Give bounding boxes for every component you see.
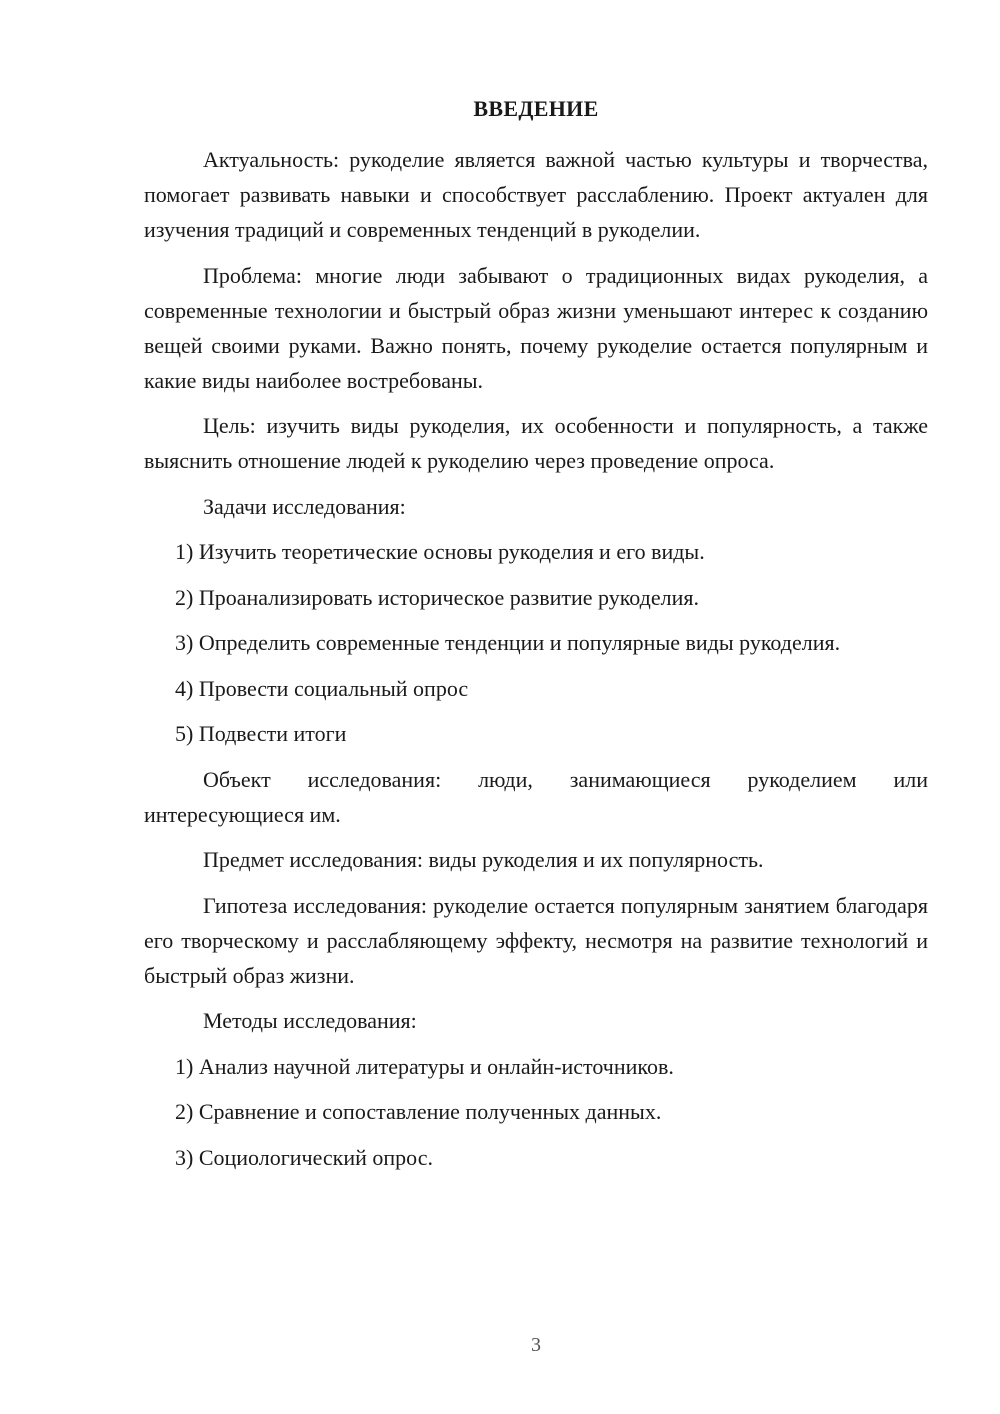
task-item: 3) Определить современные тенденции и популярные виды рукоделия. [175,630,841,655]
document-body [144,142,928,1175]
method-item: 2) Сравнение и сопоставление полученных данных. [175,1099,662,1124]
paragraph-goal: Цель: изучить виды рукоделия, их особенности и популярность, а также выяснить отношение людей к рукоделию через проведение опроса. [144,413,928,473]
task-item: 4) Провести социальный опрос [175,675,469,701]
paragraph-subject: Предмет исследования: виды рукоделия и их популярность. [203,847,764,872]
task-item: 2) Проанализировать историческое развитие рукоделия. [175,584,699,610]
method-item: 3) Социологический опрос. [175,1144,433,1170]
paragraph-relevance: Актуальность: рукоделие является важной частью культуры и творчества, помогает развивать навыки и способствует расслаблению. Проект актуален для изучения традиций и современных тенденций в рукоделии. [144,147,928,242]
page-number: 3 [531,1334,541,1356]
paragraph-object: Объект исследования: люди, занимающиеся рукоделием или интересующиеся им. [144,766,928,827]
task-item: 1) Изучить теоретические основы рукоделия и его виды. [175,539,705,564]
paragraph-hypothesis: Гипотеза исследования: рукоделие остается популярным занятием благодаря его творческому и расслабляющему эффекту, несмотря на развитие технологий и быстрый образ жизни. [144,892,928,988]
task-item: 5) Подвести итоги [175,721,347,746]
methods-heading: Методы исследования: [203,1008,417,1033]
paragraph-problem: Проблема: многие люди забывают о традиционных видах рукоделия, а современные технологии и быстрый образ жизни уменьшают интерес к созданию вещей своими руками. Важно понять, почему рукоделие остается популярным и какие виды наиболее востребованы. [144,262,928,393]
method-item: 1) Анализ научной литературы и онлайн-источников. [175,1053,674,1079]
page-title: ВВЕДЕНИЕ [473,96,599,121]
tasks-heading: Задачи исследования: [203,493,406,519]
